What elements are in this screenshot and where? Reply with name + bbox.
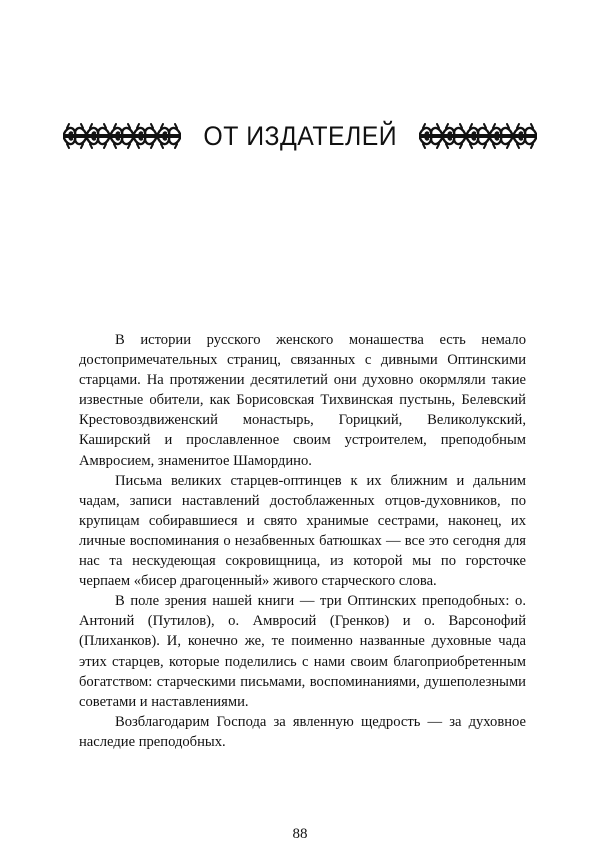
page-title: ОТ ИЗДАТЕЛЕЙ — [203, 120, 397, 151]
paragraph: Письма великих старцев-оптинцев к их ближним и дальним чадам, записи наставлений достоблаженных отцов-духовников, по крупицам собиравшиеся и свято хранимые сестрами, наконец, их личные воспоминания о незабвенных батюшках — все это сегодня для нас та нескудеющая сокровищница, из которой мы по горсточке черпаем «бисер драгоценный» живого старческого слова. — [79, 472, 526, 590]
body-text — [79, 330, 526, 752]
chapter-heading — [62, 118, 538, 154]
floral-ornament-right-icon — [419, 123, 537, 149]
paragraph: В истории русского женского монашества есть немало достопримечательных страниц, связанных с дивными Оптинскими старцами. На протяжении десятилетий они духовно окормляли такие известные обители, как Борисовская Тихвинская пустынь, Белевский Крестовоздвиженский монастырь, Горицкий, Великолукский, Каширский и прославленное своим устроителем, преподобным Амвросием, знаменитое Шамордино. — [79, 332, 526, 469]
paragraph: В поле зрения нашей книги — три Оптинских преподобных: о. Антоний (Путилов), о. Амвросий (Гренков) и о. Варсонофий (Плиханков). И, конечно же, те поименно названные духовные чада этих старцев, которые поделились с нами своим благоприобретенным богатством: старческими письмами, воспоминаниями, душеполезными советами и наставлениями. — [79, 593, 526, 710]
floral-ornament-left-icon — [63, 123, 181, 149]
paragraph: Возблагодарим Господа за явленную щедрость — за духовное наследие преподобных. — [79, 713, 526, 750]
page-number: 88 — [292, 826, 308, 842]
